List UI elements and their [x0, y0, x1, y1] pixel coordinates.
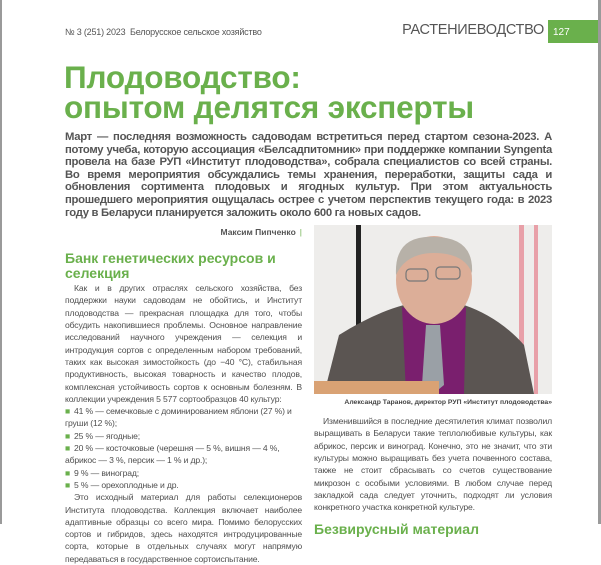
running-header [65, 27, 262, 37]
bullet-icon: ■ [65, 443, 71, 454]
portrait-image [314, 225, 552, 394]
list-item: ■ 9 % — виноград; [65, 467, 139, 478]
paragraph: Изменившийся в последние десятилетия климат позволил выращивать в Беларуси такие теплолюбивые культуры, как абрикос, персик и виноград. Конечно, это не значит, что эти культуры можно выращивать без учета почвенного состава, также не стоит сбрасывать со счетов существование микрозон с особыми условиями. В любом случае перед закладкой сада следует уточнить, подходят ли условия конкретного участка конкретной культуре. [314, 416, 552, 513]
title-line-2: опытом делятся эксперты [64, 89, 474, 125]
paragraph: Как и в других отраслях сельского хозяйства, без поддержки науки садоводам не обойтись, и Институт плодоводства — прекрасная площадка для того, чтобы обсудить накопившиеся проблемы. Основное направление исследований научного учреждения — селекция и интродукция сортов с определенным набором требований, таких как высокая зимостойкость (до −40 °C), стабильная продуктивность, высокая товарность и качество плодов, комплексная устойчивость сортов к основным болезням. В коллекции учреждения 5 577 сортообразцов 40 культур: [65, 283, 302, 404]
issue-number: № 3 (251) 2023 [65, 27, 126, 37]
page-edge-left [0, 0, 2, 524]
bullet-icon: ■ [65, 406, 71, 417]
lead-paragraph: Март — последняя возможность садоводам встретиться перед стартом сезона-2023. А потому учеба, которую ассоциация «Белсадпитомник» при поддержке компании Syngenta провела на базе РУП «Институт плодоводства», собрала специалистов со всей страны. Во время мероприятия обсуждались темы хранения, переработки, защиты сада и обновления сортимента плодовых и ягодных культур. При этом актуальность прошедшего мероприятия ощущалась острее с учетом перспектив текущего года: в 2023 году в Беларуси планируется заложить около 600 га новых садов. [65, 131, 552, 219]
bullet-icon: ■ [65, 430, 71, 441]
right-column [314, 225, 552, 536]
section-heading: Безвирусный материал [314, 520, 479, 537]
title-line-1: Плодоводство: [64, 59, 301, 95]
left-column [65, 251, 302, 565]
photo-caption: Александр Таранов, директор РУП «Институт плодоводства» [344, 399, 552, 407]
bullet-icon: ■ [65, 467, 71, 478]
article-title [64, 59, 474, 125]
bullet-icon: ■ [65, 479, 71, 490]
article-body [65, 131, 552, 565]
section-heading: Банк генетических ресурсов и селекция [65, 250, 276, 281]
author-divider: | [299, 227, 302, 238]
paragraph: Это исходный материал для работы селекционеров Института плодоводства. Коллекция включает наиболее адаптивные образцы со всего мира. Помимо белорусских сортов и гибридов, здесь находятся интродуцированные сорта, которые в отдельных случаях могут напрямую передаваться в государственное сортоиспытание. [65, 492, 302, 564]
journal-name: Белорусское сельское хозяйство [130, 27, 262, 37]
list-item: ■ 5 % — орехоплодные и др. [65, 479, 179, 490]
page-number: 127 [548, 20, 598, 43]
section-name: РАСТЕНИЕВОДСТВО [402, 22, 544, 38]
list-item: ■ 25 % — ягодные; [65, 430, 141, 441]
list-item: ■ 41 % — семечковые с доминированием яблони (27 %) и груши (12 %); [65, 406, 292, 429]
list-item: ■ 20 % — косточковые (черешня — 5 %, вишня — 4 %, абрикос — 3 %, персик — 1 % и др.); [65, 443, 280, 466]
author-name: Максим Пипченко [220, 227, 296, 238]
columns [65, 225, 552, 565]
portrait-photo [314, 225, 552, 394]
